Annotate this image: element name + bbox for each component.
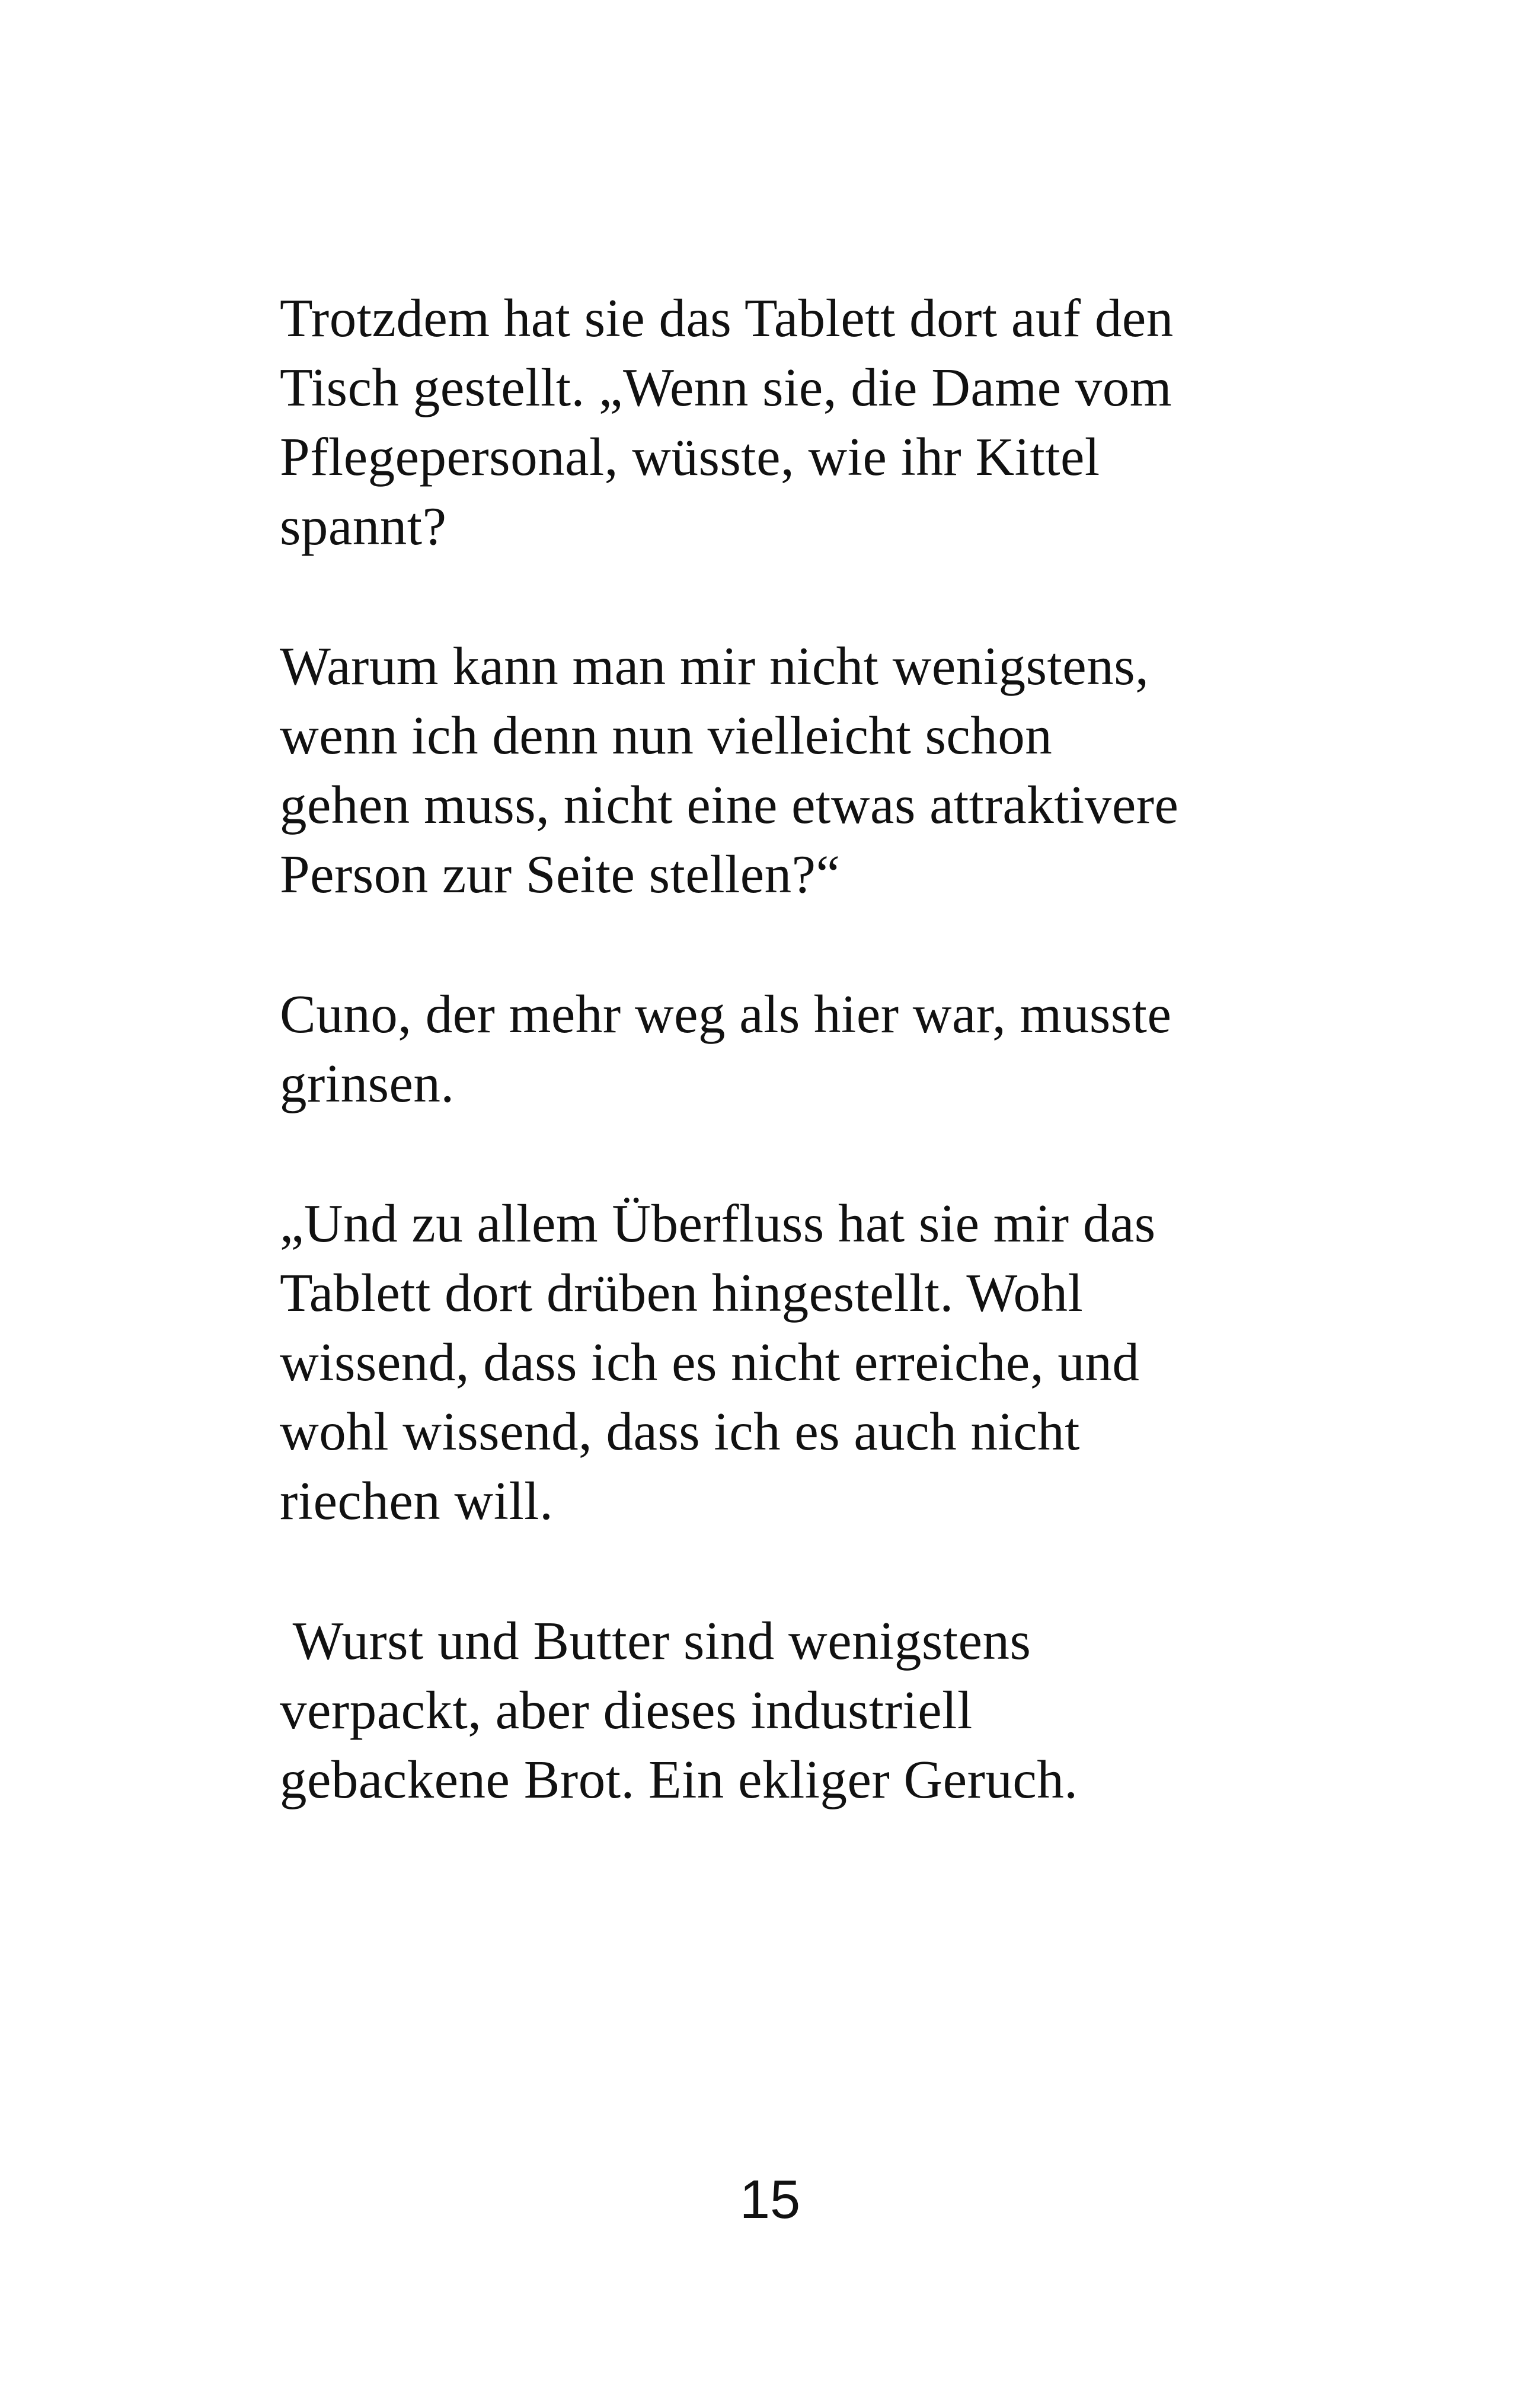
paragraph-1: [280, 283, 1287, 561]
text-line: Tablett dort drüben hingestellt. Wohl: [280, 1263, 1084, 1323]
text-line: Person zur Seite stellen?“: [280, 844, 841, 904]
text-line: Pflegepersonal, wüsste, wie ihr Kittel: [280, 427, 1100, 487]
text-line: Wurst und Butter sind wenigstens: [280, 1611, 1031, 1671]
page-number: 15: [739, 2169, 801, 2230]
text-line: gehen muss, nicht eine etwas attraktivere: [280, 775, 1179, 835]
paragraph-3: [280, 979, 1287, 1118]
paragraph-2: [280, 631, 1287, 909]
text-line: gebackene Brot. Ein ekliger Geruch.: [280, 1750, 1078, 1809]
paragraph-4: [280, 1189, 1287, 1536]
text-line: wissend, dass ich es nicht erreiche, und: [280, 1332, 1140, 1392]
body-text: [280, 283, 1287, 1885]
text-line: verpackt, aber dieses industriell: [280, 1680, 973, 1740]
text-line: Tisch gestellt. „Wenn sie, die Dame vom: [280, 358, 1172, 417]
text-line: riechen will.: [280, 1471, 554, 1531]
text-line: wenn ich denn nun vielleicht schon: [280, 706, 1053, 765]
text-line: grinsen.: [280, 1054, 455, 1113]
text-line: Trotzdem hat sie das Tablett dort auf den: [280, 288, 1174, 348]
text-line: „Und zu allem Überfluss hat sie mir das: [280, 1193, 1156, 1253]
paragraph-5: [280, 1606, 1287, 1814]
text-line: wohl wissend, dass ich es auch nicht: [280, 1402, 1080, 1461]
text-line: spannt?: [280, 496, 447, 556]
text-line: Cuno, der mehr weg als hier war, musste: [280, 984, 1172, 1044]
text-line: Warum kann man mir nicht wenigstens,: [280, 636, 1149, 696]
